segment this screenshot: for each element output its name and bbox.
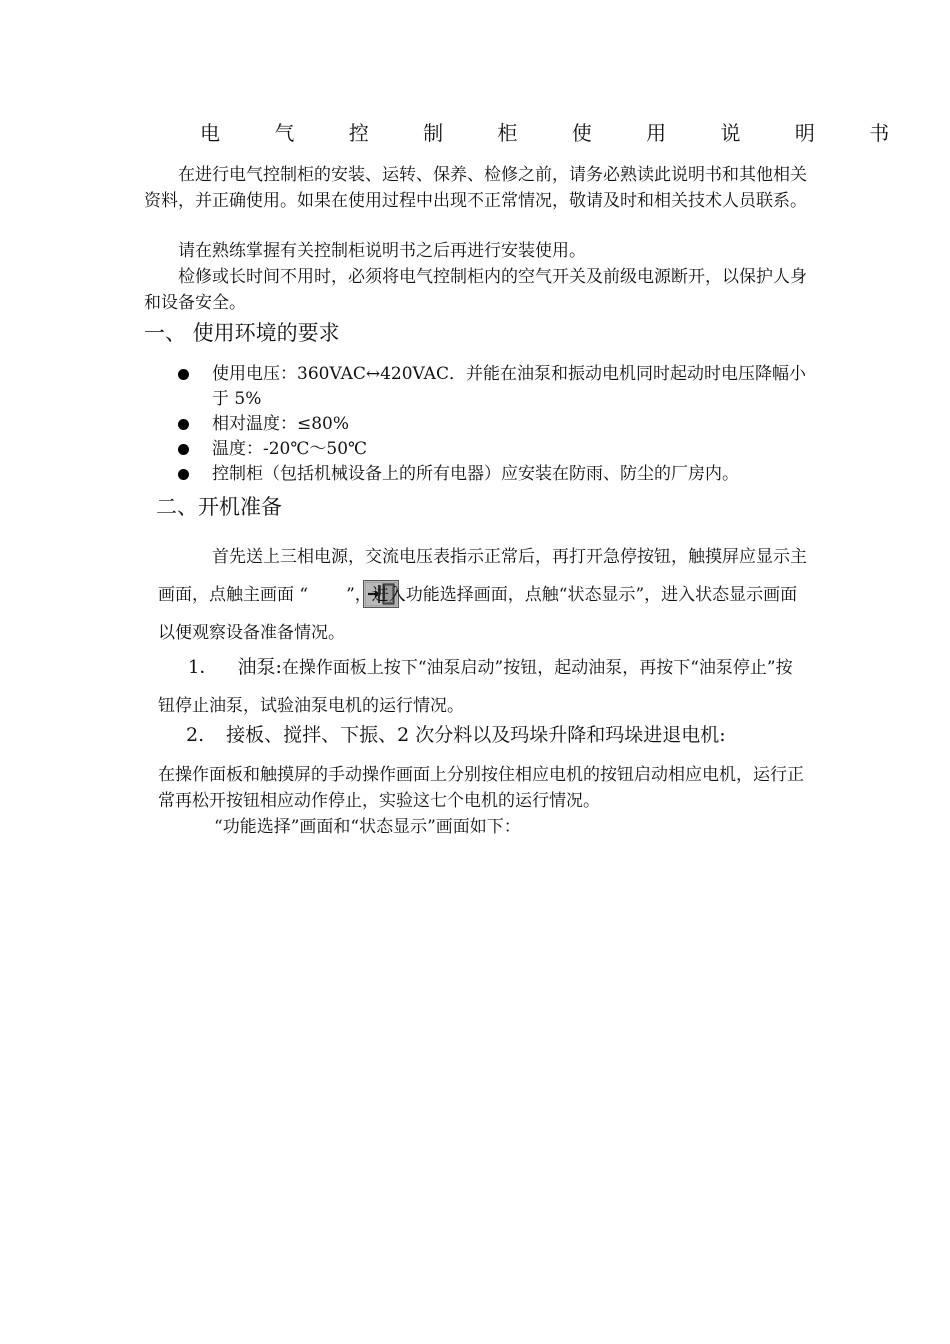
- item-label: 油泵:: [237, 656, 282, 678]
- motors-item-text: 在操作面板和触摸屏的手动操作画面上分别按住相应电机的按钮启动相应电机，运行正常再松开按钮相应动作停止，实验这七个电机的运行情况。: [158, 765, 804, 811]
- intro-paragraph-1: 在进行电气控制柜的安装、运转、保养、检修之前，请务必熟读此说明书和其他相关资料，并正确使用。如果在使用过程中出现不正常情况，敬请及时和相关技术人员联系。: [144, 165, 807, 211]
- environment-requirements-list: [176, 362, 816, 487]
- item-number: 1．: [188, 657, 218, 678]
- intro-paragraph-3: 检修或长时间不用时，必须将电气控制柜内的空气开关及前级电源断开，以保护人身和设备安全。: [144, 267, 807, 313]
- section-2-heading: 二、开机准备: [156, 495, 282, 519]
- intro-paragraph-2: 请在熟练掌握有关控制柜说明书之后再进行安装使用。: [178, 241, 586, 261]
- item-number: 2.: [186, 724, 205, 746]
- startup-text-part-2: ”，进入功能选择画面，点触“状态显示”，进入状态显示画面以便观察设备准备情况。: [158, 585, 798, 643]
- exit-door-icon: [309, 580, 345, 608]
- section-1-heading: 一、 使用环境的要求: [144, 321, 340, 345]
- motors-item-heading: [186, 720, 726, 750]
- document-title: 电 气 控 制 柜 使 用 说 明 书: [200, 121, 914, 145]
- bullet-icon: [178, 419, 189, 430]
- closing-line: “功能选择”画面和“状态显示”画面如下：: [214, 817, 521, 837]
- item-label: 接板、搅拌、下振、2 次分料以及玛垛升降和玛垛进退电机:: [226, 724, 726, 746]
- bullet-icon: [178, 444, 189, 455]
- list-item-text: 使用电压：360VAC↔420VAC．并能在油泵和振动电机同时起动时电压降幅小于 5%: [212, 364, 806, 409]
- oil-pump-item: [158, 648, 808, 725]
- list-item-text: 相对温度：≤80%: [212, 414, 350, 434]
- startup-paragraph: [158, 538, 808, 652]
- list-item-text: 控制柜（包括机械设备上的所有电器）应安装在防雨、防尘的厂房内。: [212, 464, 739, 484]
- startup-text-part-1: 首先送上三相电源，交流电压表指示正常后，再打开急停按钮，触摸屏应显示主画面，点触主画面 “: [158, 547, 807, 605]
- item-text: 在操作面板上按下“油泵启动”按钮，起动油泵，再按下“油泵停止”按钮停止油泵，试验油泵电机的运行情况。: [158, 658, 793, 716]
- bullet-icon: [178, 469, 189, 480]
- bullet-icon: [178, 369, 189, 380]
- list-item: [176, 412, 816, 437]
- list-item-text: 温度：-20℃～50℃: [212, 439, 368, 459]
- list-item: [176, 437, 816, 462]
- list-item: [176, 462, 816, 487]
- list-item: [176, 362, 816, 412]
